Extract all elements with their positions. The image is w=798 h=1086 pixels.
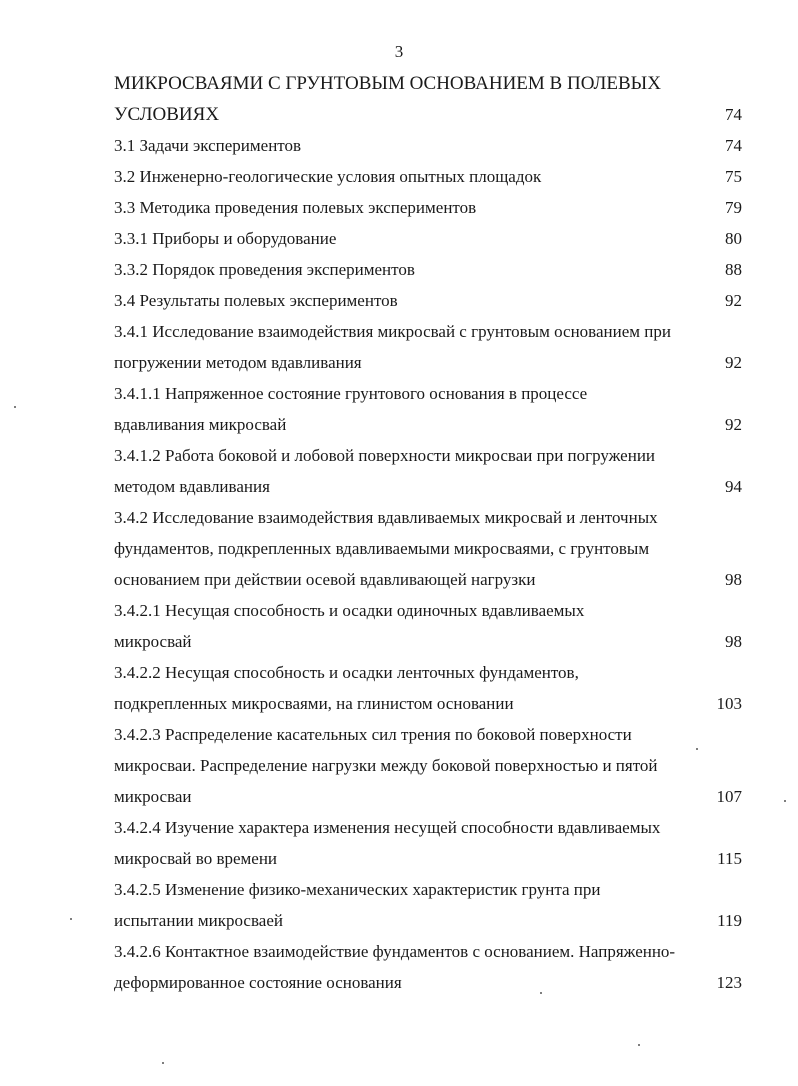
- toc-entry: [114, 161, 742, 192]
- toc-line-text: 3.4.1 Исследование взаимодействия микросвай с грунтовым основанием при: [114, 322, 671, 341]
- scan-speck: [70, 918, 72, 920]
- toc-entry: [114, 874, 742, 936]
- toc-line-text: методом вдавливания: [114, 477, 270, 496]
- toc-line-text: испытании микросваей: [114, 911, 283, 930]
- toc-line-text: 3.4 Результаты полевых экспериментов: [114, 291, 398, 310]
- toc-line: [114, 595, 742, 626]
- scan-speck: [14, 406, 16, 408]
- toc-chapter-heading: [114, 68, 742, 130]
- toc-line: [114, 223, 742, 254]
- toc-entry: [114, 254, 742, 285]
- toc-line: [114, 254, 742, 285]
- toc-line: [114, 285, 742, 316]
- toc-entry: [114, 378, 742, 440]
- toc-line-text: 3.3.2 Порядок проведения экспериментов: [114, 260, 415, 279]
- toc-line: [114, 409, 742, 440]
- toc-entry: [114, 936, 742, 998]
- toc-line: [114, 750, 742, 781]
- toc-line-text: 3.4.2.6 Контактное взаимодействие фундаментов с основанием. Напряженно-: [114, 942, 676, 961]
- toc-line-text: микросвай во времени: [114, 849, 278, 868]
- toc-page-number: 74: [725, 136, 742, 155]
- toc-line: МИКРОСВАЯМИ С ГРУНТОВЫМ ОСНОВАНИЕМ В ПОЛЕВЫХ: [114, 73, 661, 94]
- scan-speck: [540, 992, 542, 994]
- toc-line: [114, 378, 742, 409]
- scan-speck: [638, 1044, 640, 1046]
- toc-line-text: погружении методом вдавливания: [114, 353, 362, 372]
- toc-line-text: деформированное состояние основания: [114, 973, 402, 992]
- toc-page-number: 98: [725, 632, 742, 651]
- toc-page-number: 98: [725, 570, 742, 589]
- toc-line-text: 3.4.1.1 Напряженное состояние грунтового основания в процессе: [114, 384, 588, 403]
- toc-line: [114, 812, 742, 843]
- toc-line: [114, 905, 742, 936]
- toc-line-text: вдавливания микросвай: [114, 415, 287, 434]
- toc-entry: [114, 440, 742, 502]
- toc-line: [114, 967, 742, 998]
- toc-line: [114, 657, 742, 688]
- toc-line: [114, 533, 742, 564]
- toc-page-number: 92: [725, 353, 742, 372]
- toc-entry: [114, 316, 742, 378]
- toc-line: [114, 874, 742, 905]
- toc-line: [114, 440, 742, 471]
- toc-page-number: 75: [725, 167, 742, 186]
- toc-entry: [114, 285, 742, 316]
- toc-line: [114, 316, 742, 347]
- toc-line: [114, 130, 742, 161]
- toc-line-text: 3.3 Методика проведения полевых экспериментов: [114, 198, 477, 217]
- toc-page-number: 74: [725, 105, 742, 124]
- scan-speck: [696, 748, 698, 750]
- toc-line: [114, 688, 742, 719]
- toc-line: [114, 471, 742, 502]
- toc-line-text: 3.4.2 Исследование взаимодействия вдавливаемых микросвай и ленточных: [114, 508, 658, 527]
- toc-entry: [114, 192, 742, 223]
- toc-line: [114, 936, 742, 967]
- toc-line: [114, 843, 742, 874]
- toc-entry: [114, 502, 742, 595]
- toc-page-number: 123: [716, 973, 742, 992]
- toc-entry: [114, 223, 742, 254]
- table-of-contents: [114, 68, 742, 998]
- toc-line-text: 3.4.2.2 Несущая способность и осадки ленточных фундаментов,: [114, 663, 579, 682]
- toc-line-text: фундаментов, подкрепленных вдавливаемыми микросваями, с грунтовым: [114, 539, 650, 558]
- toc-line: [114, 99, 742, 130]
- toc-line: [114, 347, 742, 378]
- toc-line-text: микросваи. Распределение нагрузки между боковой поверхностью и пятой: [114, 756, 658, 775]
- toc-page-number: 107: [716, 787, 742, 806]
- scan-speck: [162, 1062, 164, 1064]
- toc-entry: [114, 812, 742, 874]
- toc-entry: [114, 719, 742, 812]
- toc-page-number: 103: [716, 694, 742, 713]
- toc-line-text: 3.1 Задачи экспериментов: [114, 136, 302, 155]
- toc-line-text: подкрепленных микросваями, на глинистом основании: [114, 694, 514, 713]
- toc-page-number: 94: [725, 477, 742, 496]
- toc-line-text: 3.4.1.2 Работа боковой и лобовой поверхности микросваи при погружении: [114, 446, 656, 465]
- page-number: 3: [394, 42, 404, 61]
- toc-line: [114, 626, 742, 657]
- toc-page-number: 80: [725, 229, 742, 248]
- toc-page-number: 119: [717, 911, 742, 930]
- toc-page-number: 115: [717, 849, 742, 868]
- toc-entry: [114, 130, 742, 161]
- toc-entry: [114, 595, 742, 657]
- toc-line-text: 3.4.2.3 Распределение касательных сил трения по боковой поверхности: [114, 725, 632, 744]
- toc-line-text: 3.4.2.1 Несущая способность и осадки одиночных вдавливаемых: [114, 601, 585, 620]
- toc-page-number: 79: [725, 198, 742, 217]
- scan-speck: [784, 800, 786, 802]
- toc-line-text: микросвай: [114, 632, 192, 651]
- toc-line-text: микросваи: [114, 787, 192, 806]
- toc-page-number: 92: [725, 415, 742, 434]
- toc-line-text: основанием при действии осевой вдавливающей нагрузки: [114, 570, 536, 589]
- toc-page-number: 92: [725, 291, 742, 310]
- toc-page-number: 88: [725, 260, 742, 279]
- toc-line: [114, 719, 742, 750]
- toc-line: [114, 564, 742, 595]
- toc-line-text: 3.4.2.5 Изменение физико-механических характеристик грунта при: [114, 880, 601, 899]
- toc-line-text: 3.3.1 Приборы и оборудование: [114, 229, 337, 248]
- toc-line: [114, 502, 742, 533]
- toc-line: [114, 192, 742, 223]
- toc-line-text: 3.4.2.4 Изучение характера изменения несущей способности вдавливаемых: [114, 818, 661, 837]
- toc-line: [114, 161, 742, 192]
- toc-line-text: 3.2 Инженерно-геологические условия опытных площадок: [114, 167, 542, 186]
- toc-entry: [114, 657, 742, 719]
- toc-line-text: УСЛОВИЯХ: [114, 104, 220, 125]
- toc-line: [114, 781, 742, 812]
